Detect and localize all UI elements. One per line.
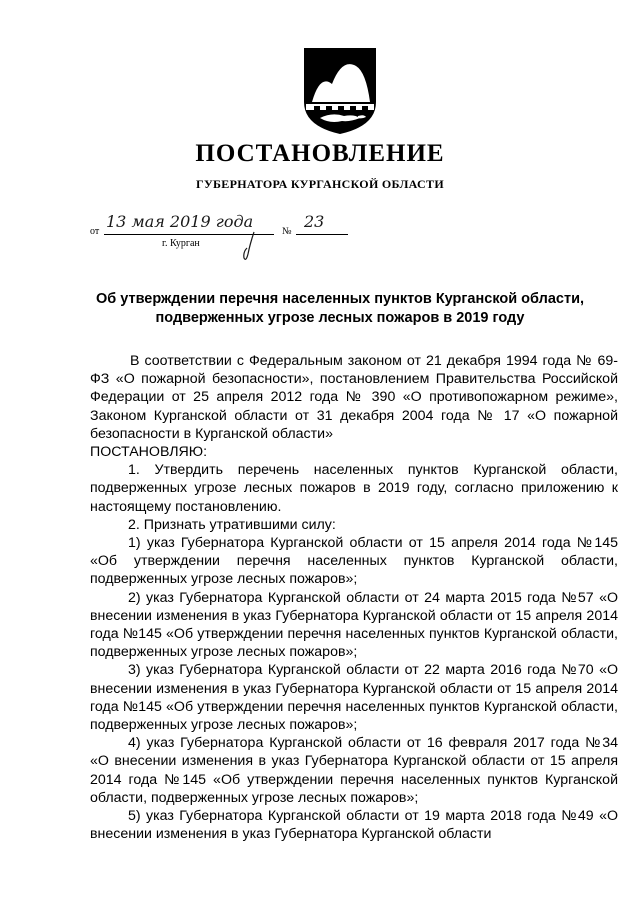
document-title: ПОСТАНОВЛЕНИЕ <box>195 140 445 167</box>
paragraph-item-2: 2. Признать утратившими силу: <box>128 516 336 533</box>
paragraph-subitem-4: 4) указ Губернатора Курганской области от 16 февраля 2017 года №34 «О внесении изменения в указ Губернатора Курганской области от 15 апреля 2014 года №145 «Об утверждении перечня населенных пунктов Курганской области, подверженных угрозе лесных пожаров»; <box>90 735 618 806</box>
number-underline <box>296 234 348 235</box>
document-heading <box>60 290 620 328</box>
heading-line-1: Об утверждении перечня населенных пунктов Курганской области, <box>95 291 585 307</box>
handwritten-date: 13 мая 2019 года <box>106 212 254 231</box>
number-label: № <box>282 226 292 237</box>
dateline <box>90 212 370 262</box>
city-label: г. Курган <box>162 238 200 249</box>
signature-stroke <box>240 230 260 264</box>
heading-line-2: подверженных угрозе лесных пожаров в 2019 году <box>155 310 525 326</box>
paragraph-resolve: ПОСТАНОВЛЯЮ: <box>90 444 208 461</box>
paragraph-subitem-2: 2) указ Губернатора Курганской области от 24 марта 2015 года №57 «О внесении изменения в указ Губернатора Курганской области от 15 апреля 2014 года №145 «Об утверждении перечня населенных пунктов Курганской области, подверженных угрозе лесных пожаров»; <box>90 589 618 661</box>
document-body <box>90 352 618 843</box>
paragraph-item-1: 1. Утвердить перечень населенных пунктов Курганской области, подверженных угрозе лесных пожаров в 2019 году, согласно приложению к настоящему постановлению. <box>90 462 618 515</box>
from-label: от <box>90 226 100 237</box>
document-subtitle: ГУБЕРНАТОРА КУРГАНСКОЙ ОБЛАСТИ <box>196 177 444 191</box>
handwritten-number: 23 <box>304 212 325 231</box>
paragraph-preamble: В соответствии с Федеральным законом от 21 декабря 1994 года № 69-ФЗ «О пожарной безопасности», постановлением Правительства Российской Федерации от 25 апреля 2012 года № 390 «О противопожарном режиме», Законом Курганской области от 31 декабря 2004 года № 17 «О пожарной безопасности в Курганской области» <box>90 353 618 442</box>
paragraph-subitem-1: 1) указ Губернатора Курганской области от 15 апреля 2014 года №145 «Об утверждении перечня населенных пунктов Курганской области, подверженных угрозе лесных пожаров»; <box>90 535 618 588</box>
paragraph-subitem-5: 5) указ Губернатора Курганской области от 19 марта 2018 года №49 «О внесении изменения в указ Губернатора Курганской области <box>90 808 618 843</box>
kurgan-coat-of-arms-icon <box>298 44 382 136</box>
paragraph-subitem-3: 3) указ Губернатора Курганской области от 22 марта 2016 года №70 «О внесении изменения в указ Губернатора Курганской области от 15 апреля 2014 года №145 «Об утверждении перечня населенных пунктов Курганской области, подверженных угрозе лесных пожаров»; <box>90 662 618 734</box>
